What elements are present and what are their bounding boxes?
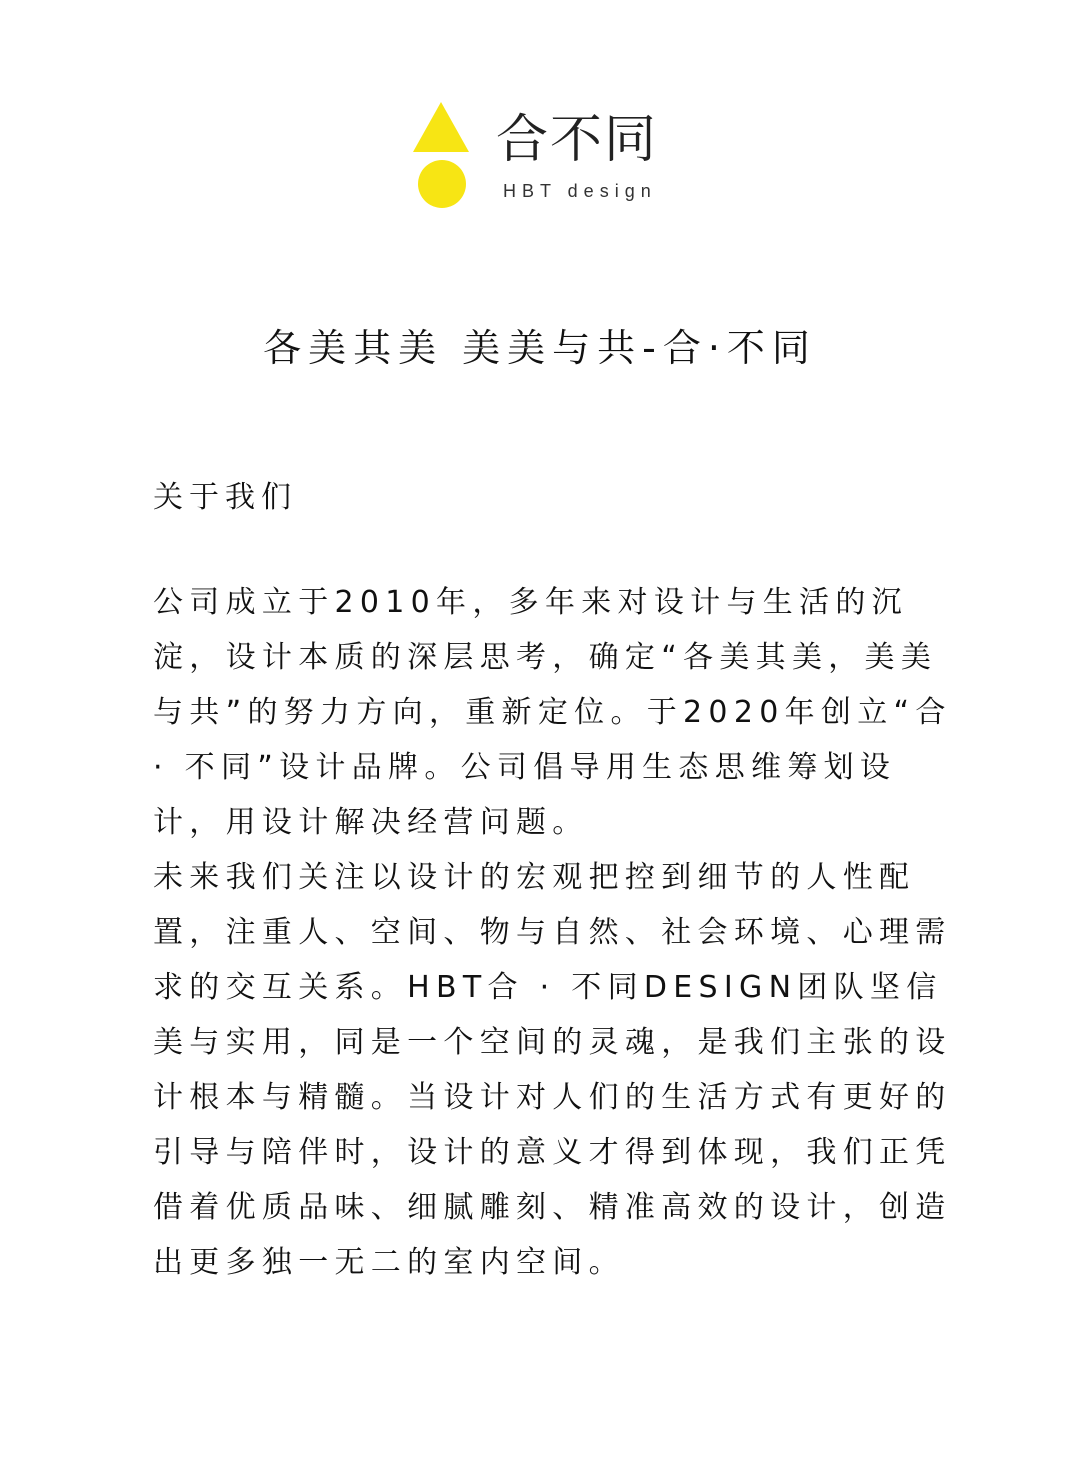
about-paragraph-2: 未来我们关注以设计的宏观把控到细节的人性配置，注重人、空间、物与自然、社会环境、心理需求的交互关系。HBT合 · 不同DESIGN团队坚信美与实用，同是一个空间的灵魂，是我们主张的设计根本与精髓。当设计对人们的生活方式有更好的引导与陪伴时，设计的意义才得到体现，我们正凭借着优质品味、细腻雕刻、精准高效的设计，创造出更多独一无二的室内空间。 [153,860,952,1280]
slogan-heading: 各美其美 美美与共-合·不同 [263,326,817,370]
circle-icon [418,160,466,208]
brand-logo [412,100,662,212]
about-title: 关于我们 [153,480,297,515]
about-body [153,575,953,1290]
about-paragraph-1: 公司成立于2010年，多年来对设计与生活的沉淀，设计本质的深层思考，确定“各美其美，美美与共”的努力方向，重新定位。于2020年创立“合 · 不同”设计品牌。公司倡导用生态思维筹划设计，用设计解决经营问题。 [153,585,952,840]
logo-brand-en: HBT design [503,181,657,201]
logo-mark-icon [412,100,470,212]
triangle-icon [413,102,469,152]
logo-brand-cn: 合不同 [496,110,659,170]
